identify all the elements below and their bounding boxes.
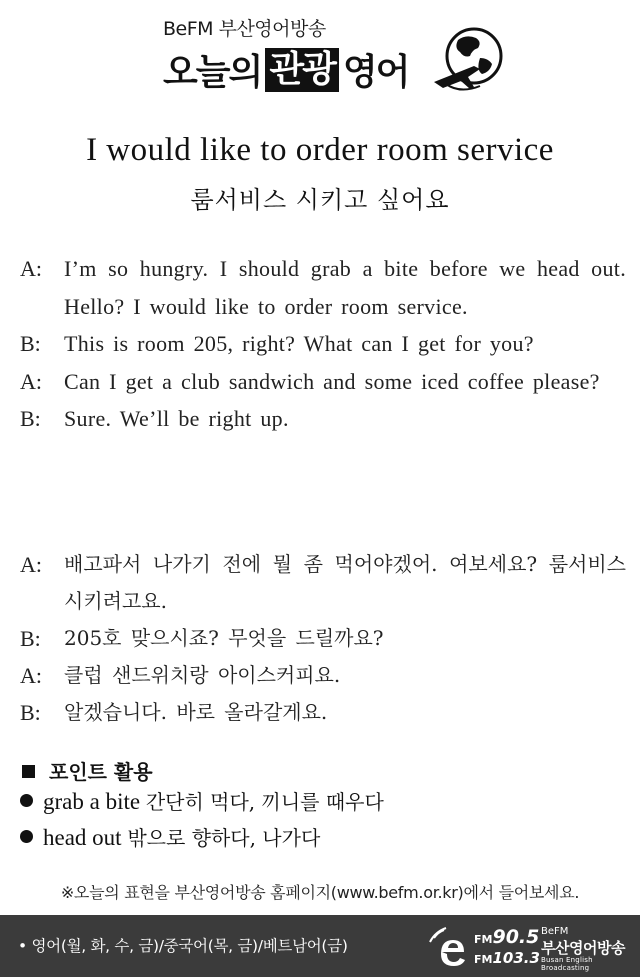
brand-title: [163, 44, 408, 95]
point-item: [20, 822, 320, 851]
dialogue-english: [20, 250, 626, 438]
dialogue-line: [20, 657, 626, 694]
dialogue-line: [20, 363, 626, 401]
speaker-label: B:: [20, 700, 41, 725]
speaker-label: B:: [20, 626, 41, 651]
brand-title-boxed: 관광: [265, 48, 339, 92]
speaker-label: A:: [20, 552, 42, 577]
frequency-primary: FM90.5: [474, 926, 540, 948]
title-english: I would like to order room service: [86, 132, 554, 168]
speaker-label: A:: [20, 256, 42, 281]
dialogue-text: Sure. We’ll be right up.: [64, 406, 289, 431]
dialogue-text: I’m so hungry. I should grab a bite before we head out. Hello? I would like to order room service.: [64, 256, 626, 319]
speaker-label: B:: [20, 331, 41, 356]
header: [0, 0, 640, 110]
points-heading: [22, 756, 153, 785]
square-bullet-icon: [22, 765, 35, 778]
dialogue-line: [20, 694, 626, 731]
point-english: head out: [43, 825, 122, 850]
bullet-icon: [20, 830, 33, 843]
dialogue-line: [20, 546, 626, 620]
dialogue-text: 알겠습니다. 바로 올라갈게요.: [64, 700, 328, 724]
point-english: grab a bite: [43, 789, 141, 814]
dialogue-text: 클럽 샌드위치랑 아이스커피요.: [64, 663, 341, 687]
globe-airplane-icon: [428, 20, 508, 100]
brand-small-title: BeFM 부산영어방송: [163, 18, 326, 40]
station-logo: [428, 922, 633, 972]
dialogue-korean: [20, 546, 626, 731]
dialogue-line: [20, 400, 626, 438]
point-korean: 밖으로 향하다, 나가다: [127, 826, 321, 850]
title-korean: 룸서비스 시키고 싶어요: [190, 186, 450, 214]
speaker-label: A:: [20, 368, 42, 394]
point-korean: 간단히 먹다, 끼니를 때우다: [145, 790, 384, 814]
frequency-secondary: FM103.3: [474, 949, 540, 967]
brand-title-part2: 영어: [342, 52, 409, 93]
speaker-label: B:: [20, 406, 41, 431]
dialogue-text: Can I get a club sandwich and some iced coffee please?: [64, 368, 600, 394]
dialogue-line: [20, 250, 626, 325]
speaker-label: A:: [20, 663, 42, 688]
bullet-icon: [20, 794, 33, 807]
broadcast-schedule: • 영어(월, 화, 수, 금)/중국어(목, 금)/베트남어(금): [18, 937, 348, 955]
footer-bar: [0, 915, 640, 977]
point-item: [20, 786, 384, 815]
points-heading-text: 포인트 활용: [49, 760, 153, 784]
dialogue-text: 205호 맞으시죠? 무엇을 드릴까요?: [64, 626, 384, 650]
brand-title-part1: 오늘의: [163, 52, 262, 93]
station-brand-small: BeFM: [541, 926, 569, 937]
dialogue-text: 배고파서 나가기 전에 뭘 좀 먹어야겠어. 여보세요? 룸서비스 시키려고요.: [64, 552, 626, 613]
station-brand-subtitle: Busan English Broadcasting: [541, 956, 593, 972]
dialogue-line: [20, 325, 626, 363]
station-brand-name: 부산영어방송: [541, 939, 625, 957]
dialogue-line: [20, 620, 626, 657]
befm-e-logo-icon: [428, 924, 474, 970]
dialogue-text: This is room 205, right? What can I get for you?: [64, 331, 534, 356]
footnote: ※오늘의 표현을 부산영어방송 홈페이지(www.befm.or.kr)에서 들어보세요.: [60, 883, 580, 902]
